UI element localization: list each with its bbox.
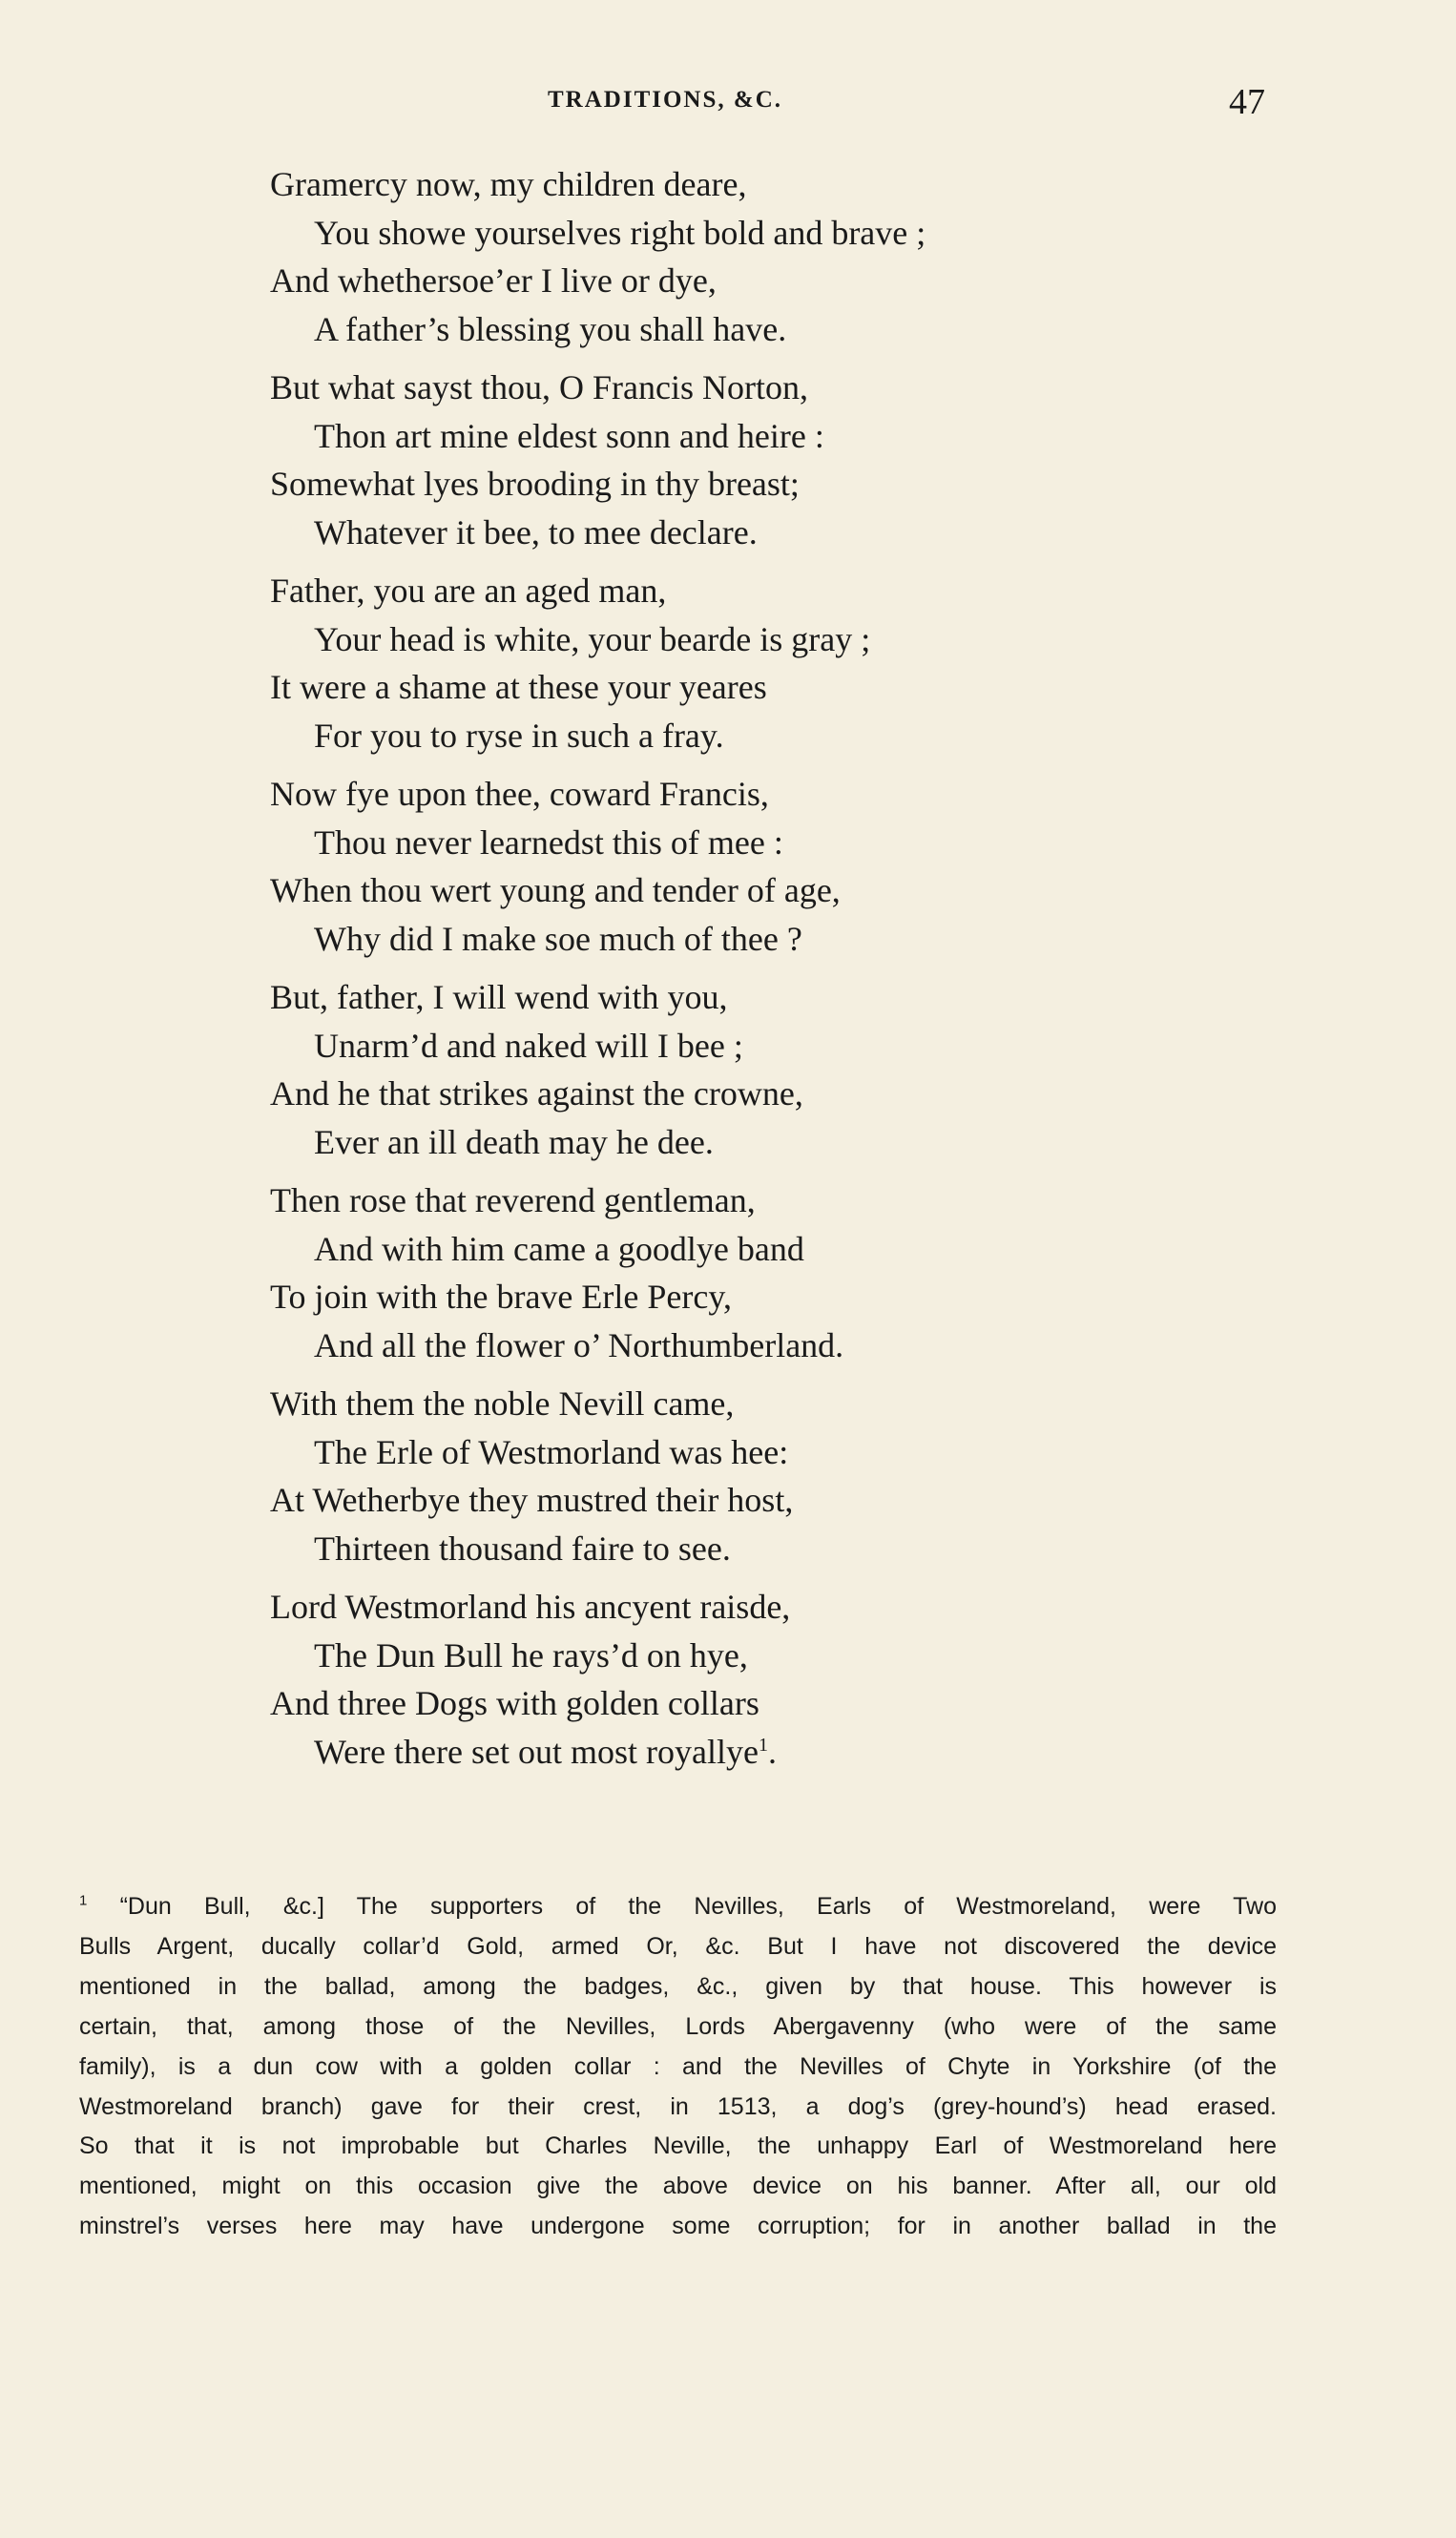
stanza	[270, 1380, 1224, 1572]
footnote-line: Westmoreland branch) gave for their crest, in 1513, a dog’s (grey-hound’s) head erased.	[79, 2092, 1277, 2120]
verse-line: It were a shame at these your yeares	[270, 668, 767, 706]
footnote-line: mentioned, might on this occasion give the above device on his banner. After all, our old	[79, 2173, 1277, 2200]
footnote-line: mentioned in the ballad, among the badges, &c., given by that house. This however is	[79, 1972, 1277, 2000]
footnote-text: “Dun Bull, &c.] The supporters of the Nevilles, Earls of Westmoreland, were Two	[119, 1893, 1278, 1920]
verse-line: A father’s blessing you shall have.	[314, 309, 787, 348]
verse-line: And three Dogs with golden collars	[270, 1684, 759, 1722]
verse-line: Unarm’d and naked will I bee ;	[314, 1026, 743, 1065]
verse-line: At Wetherbye they mustred their host,	[270, 1481, 794, 1519]
verse-line: Thon art mine eldest sonn and heire :	[314, 416, 824, 455]
verse-line: And with him came a goodlye band	[314, 1229, 804, 1268]
footnote-line: So that it is not improbable but Charles Neville, the unhappy Earl of Westmoreland here	[79, 2132, 1277, 2160]
verse-line: With them the noble Nevill came,	[270, 1384, 735, 1423]
verse-line: But, father, I will wend with you,	[270, 978, 728, 1016]
stanza	[270, 770, 1224, 963]
verse-line: Gramercy now, my children deare,	[270, 165, 747, 203]
footnote-reference: 1	[758, 1734, 768, 1756]
verse-line: To join with the brave Erle Percy,	[270, 1278, 732, 1316]
verse-line: Why did I make soe much of thee ?	[314, 919, 802, 958]
verse-line: And he that strikes against the crowne,	[270, 1074, 803, 1113]
footnote-marker: 1	[79, 1892, 88, 1909]
verse-line: And whethersoe’er I live or dye,	[270, 261, 717, 300]
stanza	[270, 160, 1224, 353]
verse-line: You showe yourselves right bold and brave ;	[314, 213, 926, 252]
stanza	[270, 567, 1224, 759]
verse-line: Then rose that reverend gentleman,	[270, 1181, 756, 1219]
verse-line: And all the flower o’ Northumberland.	[314, 1325, 844, 1364]
verse-line: Thirteen thousand faire to see.	[314, 1529, 731, 1568]
verse-line: Lord Westmorland his ancyent raisde,	[270, 1588, 791, 1626]
verse-line: But what sayst thou, O Francis Norton,	[270, 368, 808, 406]
footnote-line: Bulls Argent, ducally collar’d Gold, armed Or, &c. But I have not discovered the device	[79, 1932, 1277, 1960]
stanza	[270, 1176, 1224, 1369]
verse-line: The Dun Bull he rays’d on hye,	[314, 1635, 748, 1675]
verse-line: For you to ryse in such a fray.	[314, 716, 724, 755]
verse-line: When thou wert young and tender of age,	[270, 871, 841, 909]
footnote	[79, 1887, 1277, 2247]
verse-line: The Erle of Westmorland was hee:	[314, 1432, 789, 1471]
verse-line: Father, you are an aged man,	[270, 572, 667, 610]
stanza	[270, 364, 1224, 556]
verse-line: Somewhat lyes brooding in thy breast;	[270, 465, 800, 503]
running-title: TRADITIONS, &C.	[548, 87, 783, 113]
verse-line: Thou never learnedst this of mee :	[314, 822, 783, 862]
verse-line-text: Were there set out most royallye	[314, 1732, 759, 1771]
footnote-line: certain, that, among those of the Nevilles, Lords Abergavenny (who were of the same	[79, 2012, 1277, 2040]
verse-line: Now fye upon thee, coward Francis,	[270, 775, 769, 813]
footnote-line: minstrel’s verses here may have undergone some corruption; for in another ballad in the	[79, 2213, 1277, 2240]
verse-line: Whatever it bee, to mee declare.	[314, 512, 758, 551]
verse-line: Ever an ill death may he dee.	[314, 1122, 714, 1161]
poem	[270, 160, 1224, 1786]
running-head	[0, 81, 1456, 129]
footnote-line	[79, 1887, 1277, 1927]
verse-line-with-note: Were there set out most royallye$^1$.	[314, 1732, 777, 1771]
stanza	[270, 973, 1224, 1166]
footnote-line: family), is a dun cow with a golden collar : and the Nevilles of Chyte in Yorkshire (of the	[79, 2052, 1277, 2080]
stanza	[270, 1583, 1224, 1776]
page-number: 47	[1229, 82, 1265, 122]
verse-line: Your head is white, your bearde is gray ;	[314, 619, 871, 658]
